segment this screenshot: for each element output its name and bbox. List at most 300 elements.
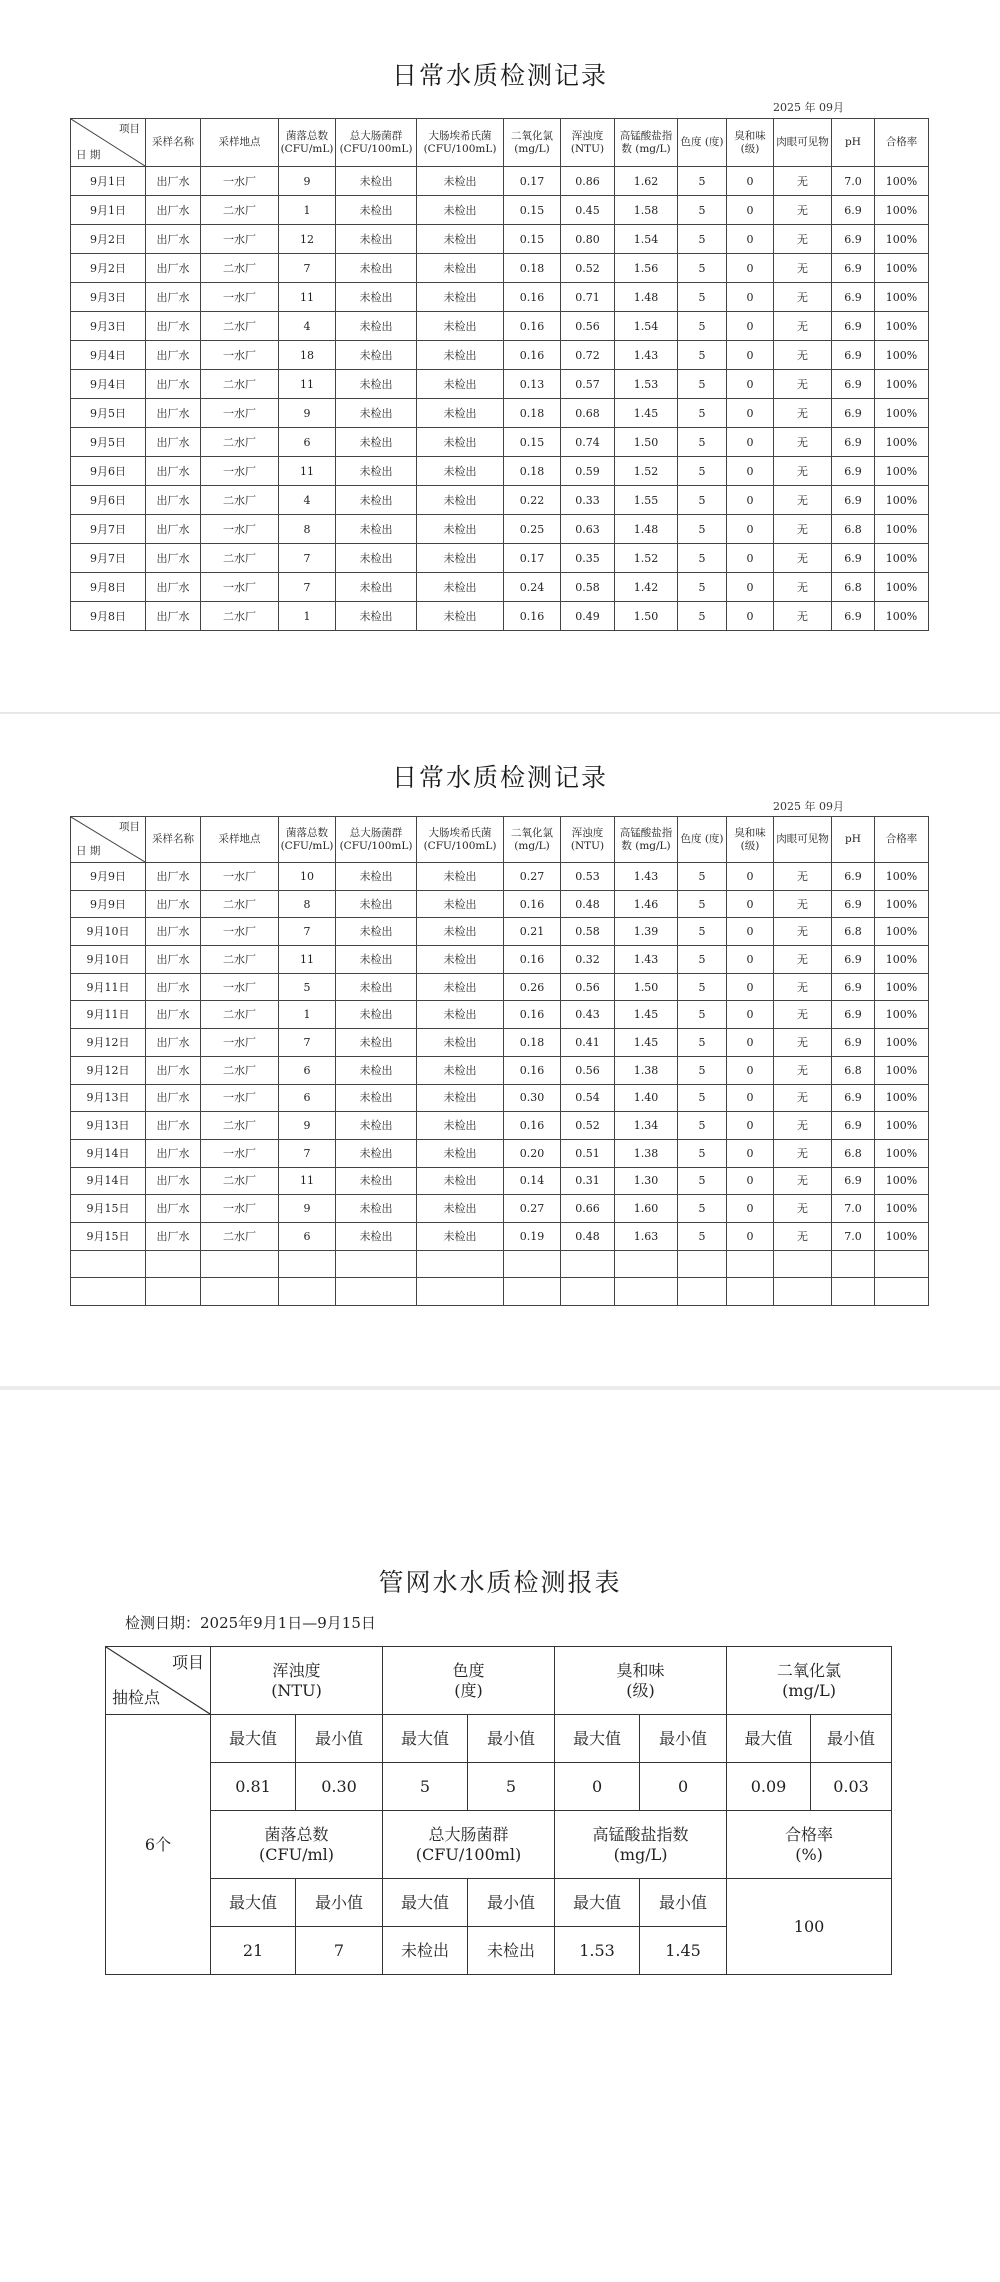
table-cell: 6.9 xyxy=(832,946,875,974)
table-cell: 6.9 xyxy=(832,399,875,428)
column-header: 菌落总数 (CFU/mL) xyxy=(279,817,336,863)
table-cell: 一水厂 xyxy=(201,573,279,602)
table-cell xyxy=(727,1250,774,1278)
table-cell: 未检出 xyxy=(417,486,504,515)
table-cell: 0 xyxy=(727,863,774,891)
table-cell: 1.50 xyxy=(615,428,678,457)
table-cell: 0.15 xyxy=(504,428,561,457)
table-cell: 11 xyxy=(279,370,336,399)
table-cell: 无 xyxy=(774,918,832,946)
table-cell: 100% xyxy=(875,341,929,370)
table-cell: 0.18 xyxy=(504,399,561,428)
table-cell: 7 xyxy=(279,573,336,602)
table-row xyxy=(71,486,929,515)
table-cell: 出厂水 xyxy=(146,254,201,283)
table-cell: 9月1日 xyxy=(71,196,146,225)
table-cell: 11 xyxy=(279,946,336,974)
table-cell: 1.60 xyxy=(615,1195,678,1223)
table-cell: 出厂水 xyxy=(146,1029,201,1057)
table-cell: 1.62 xyxy=(615,167,678,196)
table-cell: 一水厂 xyxy=(201,918,279,946)
column-header: 色度 (度) xyxy=(678,817,727,863)
table-cell: 1.54 xyxy=(615,312,678,341)
table-cell: 5 xyxy=(678,573,727,602)
table-cell: 无 xyxy=(774,1029,832,1057)
table-cell: 100% xyxy=(875,973,929,1001)
table-cell: 6.8 xyxy=(832,515,875,544)
table-cell: 0 xyxy=(727,254,774,283)
table-cell: 1.48 xyxy=(615,515,678,544)
table-cell: 一水厂 xyxy=(201,399,279,428)
table-cell: 未检出 xyxy=(336,890,417,918)
table-cell: 无 xyxy=(774,196,832,225)
table-cell: 1.58 xyxy=(615,196,678,225)
corner-header: 项目 日 期 xyxy=(71,817,146,863)
table-cell: 未检出 xyxy=(336,1001,417,1029)
table-cell: 5 xyxy=(678,544,727,573)
table-row xyxy=(71,370,929,399)
table-cell: 无 xyxy=(774,1001,832,1029)
table-cell: 7 xyxy=(279,918,336,946)
table-cell xyxy=(774,1278,832,1306)
table-cell: 0 xyxy=(727,283,774,312)
table-cell: 100% xyxy=(875,1029,929,1057)
table-cell: 未检出 xyxy=(336,1195,417,1223)
param-header: 臭和味 (级) xyxy=(555,1647,727,1715)
table-cell: 出厂水 xyxy=(146,167,201,196)
table-cell: 9月5日 xyxy=(71,428,146,457)
table-cell: 出厂水 xyxy=(146,918,201,946)
table-cell: 0 xyxy=(727,225,774,254)
table-cell: 4 xyxy=(279,312,336,341)
table-row xyxy=(71,602,929,631)
table-cell: 0.17 xyxy=(504,167,561,196)
table-cell xyxy=(336,1250,417,1278)
table-row xyxy=(71,254,929,283)
table-row xyxy=(71,1139,929,1167)
column-header: 高锰酸盐指数 (mg/L) xyxy=(615,119,678,167)
column-header: 合格率 xyxy=(875,817,929,863)
table-row xyxy=(71,515,929,544)
table-cell: 9月10日 xyxy=(71,918,146,946)
corner-header: 项目 日 期 xyxy=(71,119,146,167)
table-cell: 0 xyxy=(727,312,774,341)
table-cell: 出厂水 xyxy=(146,1084,201,1112)
table-cell: 5 xyxy=(678,225,727,254)
table-cell: 5 xyxy=(678,370,727,399)
table-cell: 100% xyxy=(875,863,929,891)
table-cell: 0.19 xyxy=(504,1222,561,1250)
table-cell: 11 xyxy=(279,283,336,312)
table-cell: 100% xyxy=(875,1084,929,1112)
table-cell: 6 xyxy=(279,1084,336,1112)
table-cell: 9月13日 xyxy=(71,1112,146,1140)
table-cell: 0 xyxy=(727,918,774,946)
table-cell: 1.52 xyxy=(615,457,678,486)
pass-rate-value: 100 xyxy=(727,1879,892,1975)
table-cell: 9月11日 xyxy=(71,973,146,1001)
table-cell: 5 xyxy=(678,1195,727,1223)
table-cell: 0.80 xyxy=(561,225,615,254)
table-cell: 一水厂 xyxy=(201,863,279,891)
table-cell: 5 xyxy=(678,918,727,946)
page-title: 日常水质检测记录 xyxy=(391,763,608,792)
table-cell: 0.14 xyxy=(504,1167,561,1195)
table-cell: 未检出 xyxy=(336,225,417,254)
table-cell: 未检出 xyxy=(417,1222,504,1250)
table-cell: 无 xyxy=(774,399,832,428)
table-cell: 未检出 xyxy=(336,602,417,631)
table-cell: 二水厂 xyxy=(201,196,279,225)
table-cell: 未检出 xyxy=(336,918,417,946)
min-value: 5 xyxy=(468,1763,555,1811)
column-header: 臭和味 (级) xyxy=(727,119,774,167)
table-cell: 6 xyxy=(279,1056,336,1084)
table-cell: 1.43 xyxy=(615,863,678,891)
table-cell: 出厂水 xyxy=(146,890,201,918)
table-cell: 二水厂 xyxy=(201,1167,279,1195)
max-value: 21 xyxy=(211,1927,296,1975)
table-cell: 无 xyxy=(774,602,832,631)
table-cell: 0.41 xyxy=(561,1029,615,1057)
table-cell: 未检出 xyxy=(417,312,504,341)
table-cell: 5 xyxy=(678,1222,727,1250)
table-cell: 9月7日 xyxy=(71,544,146,573)
table-cell: 未检出 xyxy=(336,196,417,225)
param-header: 色度 (度) xyxy=(383,1647,555,1715)
table-cell: 1.50 xyxy=(615,602,678,631)
table-cell: 0.27 xyxy=(504,863,561,891)
table-cell: 未检出 xyxy=(336,1056,417,1084)
table-cell: 二水厂 xyxy=(201,254,279,283)
table-cell: 未检出 xyxy=(336,544,417,573)
table-cell xyxy=(504,1250,561,1278)
table-cell: 6.9 xyxy=(832,863,875,891)
table-cell: 100% xyxy=(875,225,929,254)
table-cell: 0 xyxy=(727,890,774,918)
table-cell: 100% xyxy=(875,544,929,573)
table-cell: 5 xyxy=(678,399,727,428)
table-cell: 1.45 xyxy=(615,1001,678,1029)
table-cell: 0.32 xyxy=(561,946,615,974)
table-cell: 未检出 xyxy=(417,457,504,486)
table-cell: 5 xyxy=(678,890,727,918)
table-cell: 1.43 xyxy=(615,341,678,370)
max-value: 1.53 xyxy=(555,1927,640,1975)
table-cell: 5 xyxy=(678,1112,727,1140)
table-cell: 100% xyxy=(875,457,929,486)
table-cell: 0.16 xyxy=(504,1001,561,1029)
column-header: 合格率 xyxy=(875,119,929,167)
param-header: 高锰酸盐指数 (mg/L) xyxy=(555,1811,727,1879)
table-cell: 无 xyxy=(774,890,832,918)
table-cell: 6.9 xyxy=(832,196,875,225)
table-cell: 100% xyxy=(875,254,929,283)
table-cell: 未检出 xyxy=(336,399,417,428)
table-cell: 未检出 xyxy=(417,1029,504,1057)
table-row xyxy=(71,1056,929,1084)
max-value: 0.09 xyxy=(727,1763,811,1811)
table-cell: 二水厂 xyxy=(201,602,279,631)
table-header-row xyxy=(71,119,929,167)
table-cell: 9月9日 xyxy=(71,890,146,918)
table-cell: 0.17 xyxy=(504,544,561,573)
table-cell: 1.45 xyxy=(615,399,678,428)
table-cell: 1.42 xyxy=(615,573,678,602)
param-header: 浑浊度 (NTU) xyxy=(211,1647,383,1715)
table-row xyxy=(71,544,929,573)
table-cell: 0.15 xyxy=(504,225,561,254)
min-label: 最小值 xyxy=(296,1879,383,1927)
table-row xyxy=(71,1250,929,1278)
pass-rate-header: 合格率 (%) xyxy=(727,1811,892,1879)
table-cell: 未检出 xyxy=(417,573,504,602)
table-row xyxy=(71,341,929,370)
table-cell: 9月6日 xyxy=(71,457,146,486)
table-cell: 0.71 xyxy=(561,283,615,312)
table-cell: 9月1日 xyxy=(71,167,146,196)
table-cell: 出厂水 xyxy=(146,196,201,225)
table-cell: 0.16 xyxy=(504,602,561,631)
table-cell: 0.68 xyxy=(561,399,615,428)
table-cell: 100% xyxy=(875,946,929,974)
table-cell: 0.58 xyxy=(561,573,615,602)
table-row xyxy=(71,1084,929,1112)
table-row xyxy=(71,973,929,1001)
table-cell xyxy=(146,1278,201,1306)
table-cell: 二水厂 xyxy=(201,1001,279,1029)
table-cell: 未检出 xyxy=(336,167,417,196)
table-cell: 未检出 xyxy=(336,946,417,974)
table-cell: 一水厂 xyxy=(201,225,279,254)
table-cell: 6 xyxy=(279,428,336,457)
page-title: 日常水质检测记录 xyxy=(391,61,608,90)
table-cell: 出厂水 xyxy=(146,602,201,631)
table-cell: 未检出 xyxy=(417,283,504,312)
table-cell: 0.16 xyxy=(504,312,561,341)
table-header-row xyxy=(71,817,929,863)
table-cell xyxy=(615,1250,678,1278)
table-cell: 0 xyxy=(727,1139,774,1167)
table-cell: 9月2日 xyxy=(71,254,146,283)
table-cell xyxy=(146,1250,201,1278)
table-cell: 5 xyxy=(678,254,727,283)
column-header: 肉眼可见物 xyxy=(774,119,832,167)
table-cell: 5 xyxy=(279,973,336,1001)
table-cell: 0.59 xyxy=(561,457,615,486)
year-month: 2025 年 09月 xyxy=(773,800,844,813)
report-corner-header: 项目 抽检点 xyxy=(106,1647,211,1715)
table-cell: 1.54 xyxy=(615,225,678,254)
table-cell: 6.9 xyxy=(832,1001,875,1029)
table-cell: 0.33 xyxy=(561,486,615,515)
table-cell: 6.9 xyxy=(832,602,875,631)
table-cell: 6.9 xyxy=(832,973,875,1001)
table-cell: 0.72 xyxy=(561,341,615,370)
table-cell: 出厂水 xyxy=(146,486,201,515)
table-cell: 0.18 xyxy=(504,457,561,486)
table-cell: 5 xyxy=(678,428,727,457)
table-cell: 0 xyxy=(727,341,774,370)
table-cell: 9 xyxy=(279,399,336,428)
table-cell: 一水厂 xyxy=(201,341,279,370)
table-cell: 100% xyxy=(875,399,929,428)
table-cell: 9月9日 xyxy=(71,863,146,891)
table-cell: 0.13 xyxy=(504,370,561,399)
table-cell: 0.25 xyxy=(504,515,561,544)
table-cell: 未检出 xyxy=(417,1112,504,1140)
table-row xyxy=(71,399,929,428)
table-cell: 6.9 xyxy=(832,428,875,457)
table-cell: 5 xyxy=(678,946,727,974)
table-cell: 无 xyxy=(774,863,832,891)
table-cell xyxy=(279,1278,336,1306)
table-cell: 8 xyxy=(279,515,336,544)
table-cell: 一水厂 xyxy=(201,973,279,1001)
table-cell: 未检出 xyxy=(336,254,417,283)
table-cell: 6.8 xyxy=(832,1056,875,1084)
column-header: 高锰酸盐指数 (mg/L) xyxy=(615,817,678,863)
table-cell: 0.16 xyxy=(504,890,561,918)
table-cell: 无 xyxy=(774,573,832,602)
column-header: pH xyxy=(832,119,875,167)
column-header: 二氧化氯 (mg/L) xyxy=(504,119,561,167)
table-cell: 无 xyxy=(774,515,832,544)
table-cell: 6.9 xyxy=(832,1029,875,1057)
table-cell: 100% xyxy=(875,602,929,631)
table-cell: 5 xyxy=(678,486,727,515)
table-cell: 二水厂 xyxy=(201,1222,279,1250)
table-cell: 7 xyxy=(279,1139,336,1167)
table-cell: 出厂水 xyxy=(146,225,201,254)
table-cell: 5 xyxy=(678,1084,727,1112)
table-cell: 未检出 xyxy=(417,341,504,370)
table-cell: 未检出 xyxy=(417,890,504,918)
table-cell: 0.48 xyxy=(561,890,615,918)
table-cell xyxy=(875,1278,929,1306)
year-month: 2025 年 09月 xyxy=(773,101,844,114)
table-cell: 0 xyxy=(727,946,774,974)
table-cell: 未检出 xyxy=(417,399,504,428)
table-row xyxy=(71,1222,929,1250)
table-cell: 0.18 xyxy=(504,1029,561,1057)
table-cell: 0 xyxy=(727,1001,774,1029)
table-cell: 5 xyxy=(678,1167,727,1195)
table-cell: 未检出 xyxy=(336,1029,417,1057)
column-header: 色度 (度) xyxy=(678,119,727,167)
table-cell: 无 xyxy=(774,428,832,457)
table-cell: 7.0 xyxy=(832,1195,875,1223)
maxmin-label-row-2 xyxy=(106,1879,892,1927)
min-value: 0.03 xyxy=(811,1763,892,1811)
table-cell: 5 xyxy=(678,283,727,312)
table-cell xyxy=(832,1278,875,1306)
table-cell: 0 xyxy=(727,973,774,1001)
table-cell: 11 xyxy=(279,1167,336,1195)
max-label: 最大值 xyxy=(555,1715,640,1763)
max-value: 5 xyxy=(383,1763,468,1811)
table-cell: 0.27 xyxy=(504,1195,561,1223)
table-cell: 未检出 xyxy=(336,573,417,602)
table-cell: 0.45 xyxy=(561,196,615,225)
table-cell: 0.16 xyxy=(504,1112,561,1140)
max-label: 最大值 xyxy=(383,1715,468,1763)
table-cell: 9 xyxy=(279,1112,336,1140)
table-cell: 1.43 xyxy=(615,946,678,974)
report-header-row xyxy=(106,1647,892,1715)
table-cell: 未检出 xyxy=(417,1001,504,1029)
table-cell: 100% xyxy=(875,918,929,946)
table-row xyxy=(71,283,929,312)
table-cell: 无 xyxy=(774,1112,832,1140)
table-cell xyxy=(417,1278,504,1306)
table-cell: 0.52 xyxy=(561,254,615,283)
table-cell: 100% xyxy=(875,515,929,544)
table-cell: 1.52 xyxy=(615,544,678,573)
table-cell: 未检出 xyxy=(336,341,417,370)
table-cell: 6.9 xyxy=(832,1084,875,1112)
table-cell: 100% xyxy=(875,486,929,515)
table-cell: 未检出 xyxy=(417,1084,504,1112)
table-cell: 未检出 xyxy=(336,370,417,399)
table-cell: 100% xyxy=(875,1222,929,1250)
table-cell: 无 xyxy=(774,1139,832,1167)
water-quality-table xyxy=(70,816,929,1306)
table-cell: 100% xyxy=(875,1001,929,1029)
table-cell: 1 xyxy=(279,1001,336,1029)
min-label: 最小值 xyxy=(640,1879,727,1927)
table-cell: 出厂水 xyxy=(146,1139,201,1167)
table-cell: 0 xyxy=(727,573,774,602)
table-cell: 未检出 xyxy=(417,1167,504,1195)
max-label: 最大值 xyxy=(383,1879,468,1927)
table-cell: 出厂水 xyxy=(146,1056,201,1084)
table-row xyxy=(71,457,929,486)
table-cell: 无 xyxy=(774,283,832,312)
min-label: 最小值 xyxy=(811,1715,892,1763)
table-cell: 5 xyxy=(678,1139,727,1167)
max-label: 最大值 xyxy=(727,1715,811,1763)
table-cell: 一水厂 xyxy=(201,1139,279,1167)
table-cell: 无 xyxy=(774,167,832,196)
min-value: 1.45 xyxy=(640,1927,727,1975)
table-cell: 未检出 xyxy=(417,225,504,254)
column-header: 浑浊度 (NTU) xyxy=(561,817,615,863)
table-cell: 9月2日 xyxy=(71,225,146,254)
table-cell: 100% xyxy=(875,890,929,918)
table-cell: 未检出 xyxy=(417,1195,504,1223)
table-cell: 9月8日 xyxy=(71,602,146,631)
table-cell: 0.66 xyxy=(561,1195,615,1223)
table-cell: 11 xyxy=(279,457,336,486)
table-cell xyxy=(774,1250,832,1278)
table-cell: 未检出 xyxy=(417,515,504,544)
water-quality-table xyxy=(70,118,929,631)
table-row xyxy=(71,863,929,891)
table-cell: 9月6日 xyxy=(71,486,146,515)
table-cell: 1.55 xyxy=(615,486,678,515)
table-cell: 0 xyxy=(727,370,774,399)
table-cell xyxy=(71,1250,146,1278)
table-cell: 0 xyxy=(727,515,774,544)
table-cell: 7.0 xyxy=(832,167,875,196)
table-cell: 未检出 xyxy=(417,428,504,457)
table-cell: 9月5日 xyxy=(71,399,146,428)
table-cell: 5 xyxy=(678,973,727,1001)
table-cell xyxy=(678,1278,727,1306)
table-cell: 1.48 xyxy=(615,283,678,312)
table-cell: 未检出 xyxy=(417,918,504,946)
